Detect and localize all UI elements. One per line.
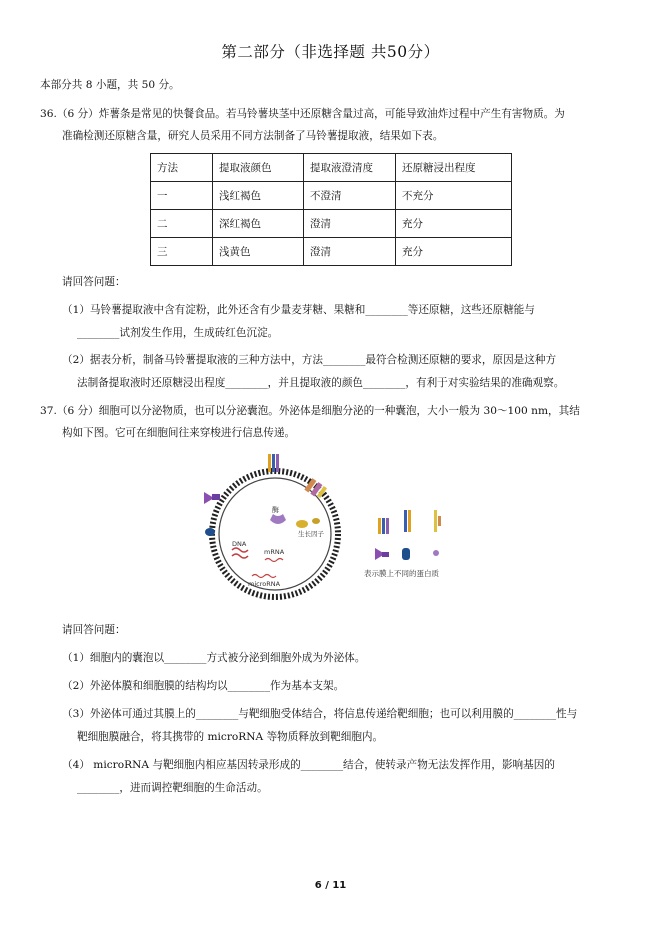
membrane-protein-left [205, 528, 215, 536]
table-header-cell: 方法 [151, 154, 213, 182]
exosome-figure [190, 448, 490, 610]
dna-icon [232, 548, 248, 558]
q36-stem-line1: 36.（6 分）炸薯条是常见的快餐食品。若马铃薯块茎中还原糖含量过高，可能导致油炸过程中产生有害物质。为 [40, 108, 565, 120]
growth-factor-icon [296, 520, 308, 528]
table-header-cell: 还原糖浸出程度 [396, 154, 512, 182]
section-intro: 本部分共 8 小题，共 50 分。 [40, 79, 180, 91]
table-header-cell: 提取液颜色 [213, 154, 304, 182]
table-cell: 不澄清 [304, 182, 396, 210]
label-mrna: mRNA [264, 548, 285, 556]
legend-label: 表示膜上不同的蛋白质 [364, 569, 439, 578]
membrane-protein-top [268, 454, 279, 472]
q36-table [150, 153, 512, 266]
table-cell: 浅黄色 [213, 238, 304, 266]
q37-sub2: （2）外泌体膜和细胞膜的结构均以________作为基本支架。 [62, 680, 345, 692]
table-cell: 澄清 [304, 210, 396, 238]
q37-prompt: 请回答问题： [62, 624, 126, 636]
q36-sub1-line1: （1）马铃薯提取液中含有淀粉，此外还含有少量麦芽糖、果糖和________等还原糖，这些还原糖能与 [62, 304, 535, 316]
table-row [151, 210, 512, 238]
q36-stem-line2: 准确检测还原糖含量，研究人员采用不同方法制备了马铃薯提取液，结果如下表。 [62, 130, 444, 142]
table-cell: 浅红褐色 [213, 182, 304, 210]
table-cell: 三 [151, 238, 213, 266]
microrna-icon [252, 575, 276, 578]
table-cell: 深红褐色 [213, 210, 304, 238]
legend-proteins [375, 510, 441, 560]
enzyme-icon [270, 514, 286, 524]
q36-sub2-line1: （2）据表分析，制备马铃薯提取液的三种方法中，方法________最符合检测还原糖的要求，原因是这种方 [62, 354, 557, 366]
label-growth-factor: 生长因子 [298, 530, 324, 538]
label-dna: DNA [232, 540, 247, 548]
q37-sub4-line1: （4） microRNA 与靶细胞内相应基因转录形成的________结合，使转录产物无法发挥作用，影响基因的 [62, 759, 555, 771]
q37-stem-line1: 37.（6 分）细胞可以分泌物质，也可以分泌囊泡。外泌体是细胞分泌的一种囊泡，大小一般为 30～100 nm，其结 [40, 405, 580, 417]
table-cell: 充分 [396, 210, 512, 238]
page-number: 6 / 11 [314, 880, 347, 891]
table-header-cell: 提取液澄清度 [304, 154, 396, 182]
table-cell: 一 [151, 182, 213, 210]
q37-stem-line2: 构如下图。它可在细胞间往来穿梭进行信息传递。 [62, 427, 296, 439]
table-cell: 不充分 [396, 182, 512, 210]
table-header-row [151, 154, 512, 182]
q36-prompt: 请回答问题： [62, 276, 126, 288]
table-row [151, 238, 512, 266]
label-microrna: microRNA [248, 580, 281, 588]
q36-sub1-line2: ________试剂发生作用，生成砖红色沉淀。 [77, 327, 279, 339]
q37-sub4-line2: ________，进而调控靶细胞的生命活动。 [77, 782, 268, 794]
table-cell: 澄清 [304, 238, 396, 266]
mrna-icon [265, 559, 283, 562]
q36-sub2-line2: 法制备提取液时还原糖浸出程度________，并且提取液的颜色________，有利于对实验结果的准确观察。 [77, 377, 565, 389]
table-row [151, 182, 512, 210]
label-enzyme: 酶 [272, 506, 279, 514]
q37-sub3-line1: （3）外泌体可通过其膜上的________与靶细胞受体结合，将信息传递给靶细胞；也可以利用膜的________性与 [62, 708, 578, 720]
q37-sub1: （1）细胞内的囊泡以________方式被分泌到细胞外成为外泌体。 [62, 652, 366, 664]
table-cell: 二 [151, 210, 213, 238]
q37-sub3-line2: 靶细胞膜融合，将其携带的 microRNA 等物质释放到靶细胞内。 [77, 731, 384, 743]
section-title: 第二部分（非选择题 共50分） [221, 43, 440, 61]
table-cell: 充分 [396, 238, 512, 266]
